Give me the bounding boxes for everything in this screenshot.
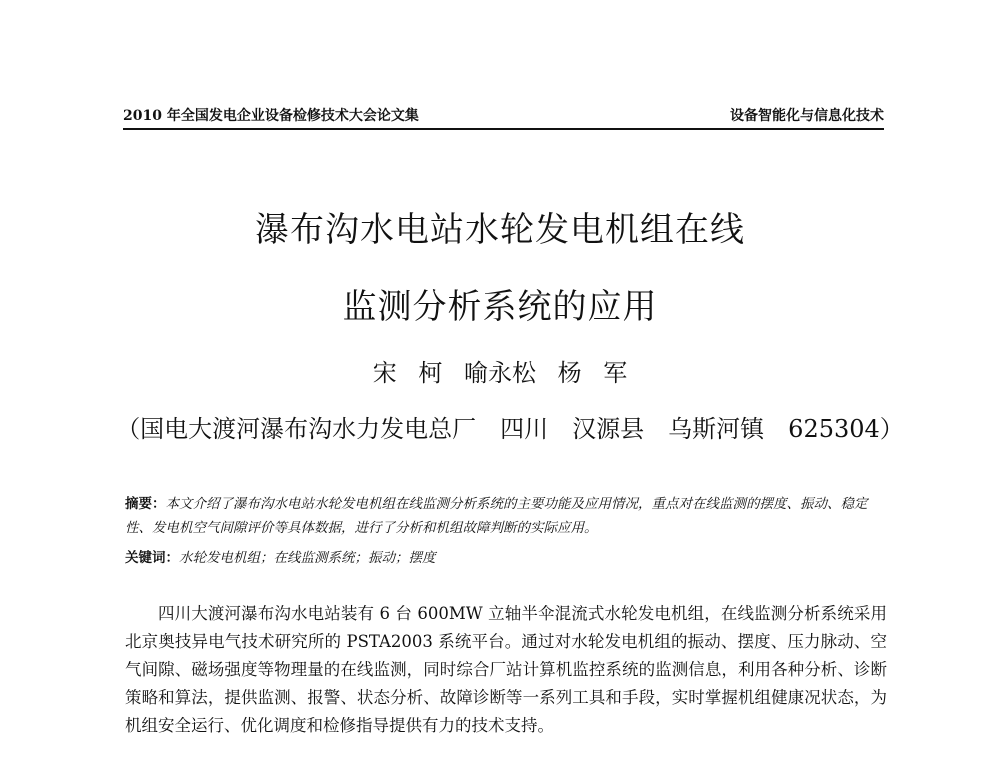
- author-list: 宋 柯 喻永松 杨 军: [372, 359, 628, 387]
- abstract-label: 摘要：: [125, 496, 166, 512]
- keywords-text: 水轮发电机组；在线监测系统；振动；摆度: [179, 550, 436, 566]
- proceedings-title: 2010 年全国发电企业设备检修技术大会论文集: [123, 108, 419, 124]
- running-header: [123, 106, 884, 130]
- paper-title-line-2: 监测分析系统的应用: [342, 287, 658, 327]
- keywords: [125, 546, 887, 570]
- section-title: 设备智能化与信息化技术: [730, 108, 884, 124]
- keywords-label: 关键词：: [125, 550, 179, 566]
- abstract: [125, 492, 887, 540]
- paper-title-line-1: 瀑布沟水电站水轮发电机组在线: [255, 210, 745, 250]
- abstract-text: 本文介绍了瀑布沟水电站水轮发电机组在线监测分析系统的主要功能及应用情况，重点对在线监测的摆度、振动、稳定性、发电机空气间隙评价等具体数据，进行了分析和机组故障判断的实际应用。: [125, 496, 868, 536]
- affiliation: （国电大渡河瀑布沟水力发电总厂 四川 汉源县 乌斯河镇 625304）: [116, 415, 904, 443]
- body-paragraph-1: 四川大渡河瀑布沟水电站装有 6 台 600MW 立轴半伞混流式水轮发电机组，在线监测分析系统采用北京奥技异电气技术研究所的 PSTA2003 系统平台。通过对水轮发电机组的振动、摆度、压力脉动、空气间隙、磁场强度等物理量的在线监测，同时综合厂站计算机监控系统的监测信息，利用各种分析、诊断策略和算法，提供监测、报警、状态分析、故障诊断等一系列工具和手段，实时掌握机组健康况状态，为机组安全运行、优化调度和检修指导提供有力的技术支持。: [125, 604, 887, 735]
